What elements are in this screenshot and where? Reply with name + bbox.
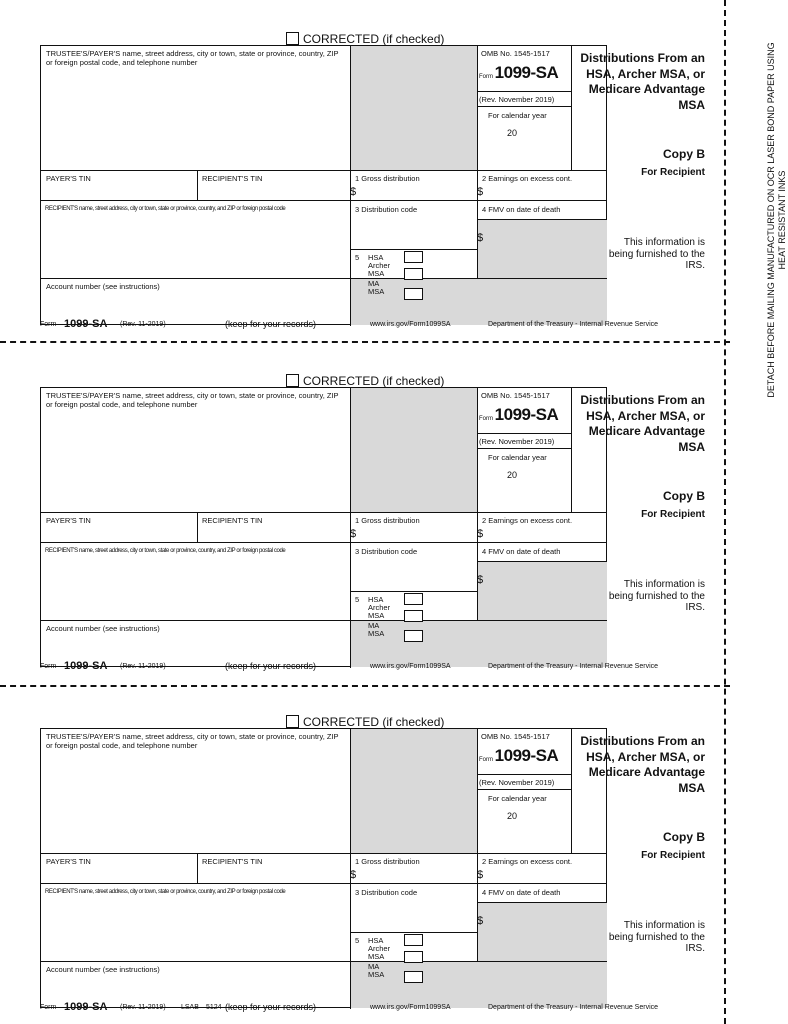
corrected-checkbox-row[interactable] [286,32,444,46]
account-label: Account number (see instructions) [46,965,160,974]
furnished-text: This information is being furnished to the IRS. [608,237,705,271]
account-label: Account number (see instructions) [46,624,160,633]
form-title: Distributions From an HSA, Archer MSA, or Medicare Advantage MSA [580,51,705,112]
account-label: Account number (see instructions) [46,282,160,291]
recipient-name-label: RECIPIENT'S name, street address, city or town, state or province, country, and ZIP or foreign postal code [45,548,286,554]
footer-form-word: Form [40,321,57,328]
omb-number: OMB No. 1545-1517 [481,391,550,400]
footer-code: 5124 [206,1004,222,1011]
footer-keep: (keep for your records) [225,661,317,671]
box5-label: 5 [355,595,360,604]
ma-msa-checkbox[interactable] [404,630,423,642]
revision: (Rev. November 2019) [479,437,555,446]
corrected-checkbox[interactable] [286,32,299,45]
ma-msa-label: MA MSA [368,279,385,296]
corrected-label: CORRECTED (if checked) [303,374,445,388]
form-word: Form [479,757,493,763]
form-title: Distributions From an HSA, Archer MSA, or Medicare Advantage MSA [580,393,705,454]
box3-label: 3 Distribution code [355,547,418,556]
shaded-area-top [350,388,477,512]
form-footer [40,1003,705,1017]
payer-label: TRUSTEE'S/PAYER'S name, street address, city or town, state or province, country, ZIP or foreign postal code, and telephone number [46,49,339,67]
corrected-label: CORRECTED (if checked) [303,32,445,46]
cut-line-2 [0,685,730,687]
form-grid [40,728,607,1008]
revision: (Rev. November 2019) [479,95,555,104]
year: 20 [507,470,518,480]
recipient-tin-label: RECIPIENT'S TIN [202,857,263,866]
recipient-tin-label: RECIPIENT'S TIN [202,174,263,183]
box2-label: 2 Earnings on excess cont. [482,516,573,525]
archer-label: Archer MSA [368,603,391,620]
footer-url: www.irs.gov/Form1099SA [370,321,451,328]
form-word: Form [479,416,493,422]
furnished-text: This information is being furnished to the IRS. [608,579,705,613]
revision: (Rev. November 2019) [479,778,555,787]
form-footer [40,320,705,334]
form-footer [40,662,705,676]
box2-dollar: $ [477,869,484,881]
payer-label: TRUSTEE'S/PAYER'S name, street address, city or town, state or province, country, ZIP or foreign postal code, and telephone number [46,391,339,409]
corrected-checkbox-row[interactable] [286,715,444,729]
footer-url: www.irs.gov/Form1099SA [370,663,451,670]
hsa-checkbox[interactable] [404,593,423,605]
form-number: 1099-SA [494,746,559,765]
footer-form-number: 1099-SA [64,1001,108,1013]
ma-msa-checkbox[interactable] [404,288,423,300]
archer-label: Archer MSA [368,261,391,278]
payer-tin-label: PAYER'S TIN [46,516,91,525]
side-text: DETACH BEFORE MAILING MANUFACTURED ON OCR LASER BOND PAPER USING HEAT RESISTANT INKS [766,42,787,398]
ma-msa-label: MA MSA [368,621,385,638]
year: 20 [507,811,518,821]
form-number: 1099-SA [494,63,559,82]
archer-msa-checkbox[interactable] [404,951,423,963]
form-1099-sa-copy [40,30,705,330]
box2-dollar: $ [477,528,484,540]
ma-msa-label: MA MSA [368,962,385,979]
box1-label: 1 Gross distribution [355,516,420,525]
recipient-name-label: RECIPIENT'S name, street address, city or town, state or province, country, and ZIP or foreign postal code [45,889,286,895]
calendar-year-label: For calendar year [488,111,547,120]
archer-msa-checkbox[interactable] [404,268,423,280]
furnished-text: This information is being furnished to the IRS. [608,920,705,954]
footer-form-number: 1099-SA [64,660,108,672]
archer-msa-checkbox[interactable] [404,610,423,622]
archer-label: Archer MSA [368,944,391,961]
box2-label: 2 Earnings on excess cont. [482,857,573,866]
box4-dollar: $ [477,915,484,927]
form-name [479,405,558,425]
payer-field[interactable] [43,411,348,510]
footer-form-word: Form [40,1004,57,1011]
corrected-checkbox[interactable] [286,374,299,387]
recipient-name-field[interactable] [43,897,348,959]
form-title: Distributions From an HSA, Archer MSA, or Medicare Advantage MSA [580,734,705,795]
footer-keep: (keep for your records) [225,319,317,329]
vertical-cut-line [724,0,726,1024]
corrected-checkbox[interactable] [286,715,299,728]
box1-dollar: $ [350,528,357,540]
box4-label: 4 FMV on date of death [482,547,561,556]
shaded-area-top [350,46,477,170]
box3-label: 3 Distribution code [355,888,418,897]
copy-label: Copy B [663,147,705,161]
payer-tin-label: PAYER'S TIN [46,857,91,866]
for-recipient: For Recipient [641,509,705,520]
box1-dollar: $ [350,869,357,881]
footer-rev: (Rev. 11-2019) [120,663,166,670]
corrected-label: CORRECTED (if checked) [303,715,445,729]
form-1099-sa-copy [40,713,705,1013]
box3-label: 3 Distribution code [355,205,418,214]
footer-rev: (Rev. 11-2019) [120,1004,166,1011]
box4-label: 4 FMV on date of death [482,205,561,214]
box4-dollar: $ [477,232,484,244]
footer-form-word: Form [40,663,57,670]
box4-label: 4 FMV on date of death [482,888,561,897]
calendar-year-label: For calendar year [488,794,547,803]
footer-dept: Department of the Treasury - Internal Revenue Service [488,663,659,670]
for-recipient: For Recipient [641,850,705,861]
box1-label: 1 Gross distribution [355,857,420,866]
footer-keep: (keep for your records) [225,1002,317,1012]
form-grid [40,387,607,667]
recipient-name-field[interactable] [43,556,348,618]
recipient-name-field[interactable] [43,214,348,276]
shaded-area-top [350,729,477,853]
payer-label: TRUSTEE'S/PAYER'S name, street address, city or town, state or province, country, ZIP or foreign postal code, and telephone number [46,732,339,750]
hsa-label: HSA [368,253,384,262]
hsa-label: HSA [368,936,384,945]
box2-dollar: $ [477,186,484,198]
box1-label: 1 Gross distribution [355,174,420,183]
form-name [479,63,558,83]
hsa-checkbox[interactable] [404,251,423,263]
recipient-tin-label: RECIPIENT'S TIN [202,516,263,525]
box4-dollar: $ [477,574,484,586]
omb-number: OMB No. 1545-1517 [481,49,550,58]
box1-dollar: $ [350,186,357,198]
form-1099-sa-copy [40,372,705,672]
box2-label: 2 Earnings on excess cont. [482,174,573,183]
recipient-name-label: RECIPIENT'S name, street address, city or town, state or province, country, and ZIP or foreign postal code [45,206,286,212]
calendar-year-label: For calendar year [488,453,547,462]
for-recipient: For Recipient [641,167,705,178]
copy-label: Copy B [663,489,705,503]
year: 20 [507,128,518,138]
form-number: 1099-SA [494,405,559,424]
footer-dept: Department of the Treasury - Internal Revenue Service [488,1004,659,1011]
ma-msa-checkbox[interactable] [404,971,423,983]
footer-lsab: LSAB [181,1004,199,1011]
copy-label: Copy B [663,830,705,844]
footer-dept: Department of the Treasury - Internal Revenue Service [488,321,659,328]
form-grid [40,45,607,325]
payer-field[interactable] [43,752,348,851]
payer-field[interactable] [43,69,348,168]
footer-form-number: 1099-SA [64,318,108,330]
payer-tin-label: PAYER'S TIN [46,174,91,183]
corrected-checkbox-row[interactable] [286,374,444,388]
footer-rev: (Rev. 11-2019) [120,321,166,328]
footer-url: www.irs.gov/Form1099SA [370,1004,451,1011]
form-name [479,746,558,766]
omb-number: OMB No. 1545-1517 [481,732,550,741]
box5-label: 5 [355,253,360,262]
form-word: Form [479,74,493,80]
hsa-label: HSA [368,595,384,604]
cut-line-1 [0,341,730,343]
box5-label: 5 [355,936,360,945]
hsa-checkbox[interactable] [404,934,423,946]
